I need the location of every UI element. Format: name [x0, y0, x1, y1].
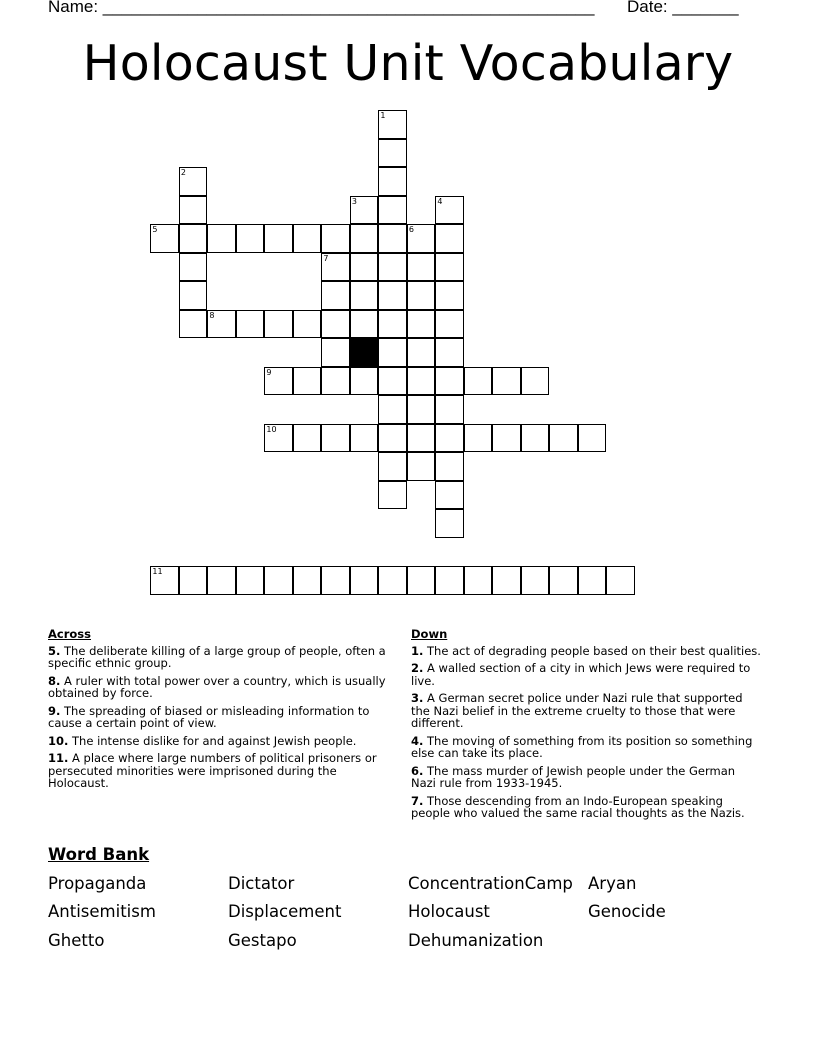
crossword-cell[interactable]	[207, 566, 236, 595]
word-bank-item: Dehumanization	[408, 931, 544, 950]
crossword-cell[interactable]	[293, 367, 322, 396]
crossword-cell[interactable]	[236, 310, 265, 339]
clue-down-6: 6. The mass murder of Jewish people under the German Nazi rule from 1933-1945.	[411, 763, 736, 790]
crossword-cell[interactable]	[435, 509, 464, 538]
crossword-cell[interactable]	[549, 424, 578, 453]
crossword-cell[interactable]	[378, 167, 407, 196]
crossword-cell[interactable]	[407, 367, 436, 396]
crossword-cell[interactable]	[378, 395, 407, 424]
date-field[interactable]: Date: _______	[627, 0, 739, 16]
crossword-cell[interactable]	[407, 566, 436, 595]
crossword-cell[interactable]	[378, 424, 407, 453]
word-bank-item: ConcentrationCamp	[408, 874, 573, 893]
crossword-cell[interactable]	[378, 338, 407, 367]
crossword-cell[interactable]	[378, 566, 407, 595]
crossword-cell[interactable]	[179, 253, 208, 282]
crossword-cell[interactable]	[207, 310, 236, 339]
crossword-cell[interactable]	[293, 566, 322, 595]
clue-number: 11	[152, 567, 163, 576]
crossword-cell[interactable]	[464, 566, 493, 595]
crossword-cell[interactable]	[293, 310, 322, 339]
crossword-cell[interactable]	[435, 281, 464, 310]
clue-number: 8	[209, 310, 215, 320]
crossword-cell[interactable]	[378, 481, 407, 510]
crossword-cell[interactable]	[464, 424, 493, 453]
crossword-cell[interactable]	[321, 310, 350, 339]
crossword-cell[interactable]	[435, 367, 464, 396]
name-field[interactable]: Name: ____________________________________________________	[48, 0, 595, 16]
crossword-cell[interactable]	[378, 310, 407, 339]
down-heading: Down	[411, 627, 448, 641]
word-bank-item: Antisemitism	[48, 902, 156, 921]
crossword-cell[interactable]	[435, 224, 464, 253]
name-date-line	[48, 0, 748, 19]
word-bank-item: Propaganda	[48, 874, 147, 893]
clue-down-2: 2. A walled section of a city in which Jews were required to live.	[411, 661, 751, 688]
word-bank-item: Aryan	[588, 874, 637, 893]
clue-down-1: 1. The act of degrading people based on their best qualities.	[411, 643, 761, 658]
clue-across-5: 5. The deliberate killing of a large group of people, often a specific ethnic group.	[48, 643, 386, 670]
crossword-cell[interactable]	[350, 566, 379, 595]
crossword-cell[interactable]	[435, 395, 464, 424]
crossword-cell[interactable]	[236, 224, 265, 253]
crossword-cell[interactable]	[407, 310, 436, 339]
crossword-cell[interactable]	[435, 452, 464, 481]
clue-number: 1	[380, 111, 386, 120]
crossword-cell[interactable]	[378, 139, 407, 168]
word-bank-item: Gestapo	[228, 931, 297, 950]
crossword-cell[interactable]	[264, 224, 293, 253]
clue-number: 9	[266, 367, 272, 377]
clue-down-4: 4. The moving of something from its position so something else can take its place.	[411, 733, 753, 760]
crossword-cell[interactable]	[350, 424, 379, 453]
crossword-cell[interactable]	[378, 367, 407, 396]
crossword-cell[interactable]	[549, 566, 578, 595]
crossword-cell[interactable]	[435, 253, 464, 282]
crossword-cell[interactable]	[207, 224, 236, 253]
crossword-cell[interactable]	[407, 224, 436, 253]
crossword-cell[interactable]	[150, 224, 179, 253]
crossword-cell[interactable]	[521, 424, 550, 453]
crossword-cell[interactable]	[435, 424, 464, 453]
crossword-cell[interactable]	[321, 566, 350, 595]
across-heading: Across	[48, 627, 91, 641]
crossword-cell[interactable]	[435, 566, 464, 595]
crossword-cell[interactable]	[321, 367, 350, 396]
crossword-cell[interactable]	[321, 338, 350, 367]
crossword-cell[interactable]	[378, 110, 407, 139]
crossword-cell[interactable]	[264, 424, 293, 453]
crossword-cell[interactable]	[435, 196, 464, 225]
crossword-cell[interactable]	[179, 310, 208, 339]
crossword-cell[interactable]	[492, 424, 521, 453]
crossword-cell[interactable]	[350, 367, 379, 396]
crossword-cell[interactable]	[378, 196, 407, 225]
crossword-cell[interactable]	[264, 310, 293, 339]
crossword-cell[interactable]	[350, 281, 379, 310]
clue-number: 4	[437, 196, 443, 206]
word-bank-item: Displacement	[228, 902, 342, 921]
crossword-cell[interactable]	[179, 224, 208, 253]
crossword-cell[interactable]	[492, 566, 521, 595]
crossword-cell[interactable]	[350, 310, 379, 339]
crossword-cell[interactable]	[378, 253, 407, 282]
crossword-cell[interactable]	[236, 566, 265, 595]
crossword-cell[interactable]	[350, 196, 379, 225]
crossword-cell[interactable]	[321, 281, 350, 310]
crossword-cell[interactable]	[378, 281, 407, 310]
clue-across-9: 9. The spreading of biased or misleading information to cause a certain point of view.	[48, 703, 370, 730]
crossword-cell[interactable]	[492, 367, 521, 396]
crossword-cell[interactable]	[179, 196, 208, 225]
crossword-cell[interactable]	[293, 224, 322, 253]
crossword-cell[interactable]	[407, 424, 436, 453]
word-bank-title: Word Bank	[48, 845, 150, 864]
crossword-cell[interactable]	[179, 281, 208, 310]
crossword-cell[interactable]	[578, 424, 607, 453]
crossword-cell[interactable]	[350, 224, 379, 253]
crossword-cell[interactable]	[606, 566, 635, 595]
clue-number: 6	[408, 225, 414, 234]
crossword-cell[interactable]	[435, 481, 464, 510]
crossword-cell[interactable]	[435, 310, 464, 339]
crossword-block	[350, 338, 379, 367]
crossword-cell[interactable]	[407, 281, 436, 310]
crossword-cell[interactable]	[350, 253, 379, 282]
crossword-cell[interactable]	[521, 367, 550, 396]
crossword-cell[interactable]	[179, 167, 208, 196]
crossword-cell[interactable]	[407, 338, 436, 367]
clue-number: 7	[323, 253, 329, 263]
crossword-cell[interactable]	[407, 395, 436, 424]
clue-number: 3	[351, 196, 357, 206]
word-bank-item: Holocaust	[408, 902, 490, 921]
down-clues	[411, 628, 761, 825]
crossword-cell[interactable]	[521, 566, 550, 595]
crossword-cell[interactable]	[378, 452, 407, 481]
crossword-cell[interactable]	[578, 566, 607, 595]
crossword-cell[interactable]	[435, 338, 464, 367]
crossword-cell[interactable]	[150, 566, 179, 595]
clue-across-8: 8. A ruler with total power over a country, which is usually obtained by force.	[48, 673, 386, 700]
crossword-cell[interactable]	[264, 367, 293, 396]
page-title: Holocaust Unit Vocabulary	[82, 35, 734, 92]
crossword-cell[interactable]	[407, 452, 436, 481]
crossword-cell[interactable]	[321, 224, 350, 253]
word-bank-item: Ghetto	[48, 931, 105, 950]
word-bank-item: Genocide	[588, 902, 666, 921]
crossword-cell[interactable]	[179, 566, 208, 595]
clue-across-11: 11. A place where large numbers of political prisoners or persecuted minorities were imprisoned during the Holocaust.	[48, 751, 377, 790]
clue-down-7: 7. Those descending from an Indo-European speaking people who valued the same racial thoughts as the Nazis.	[411, 793, 745, 820]
crossword-cell[interactable]	[264, 566, 293, 595]
crossword-cell[interactable]	[407, 253, 436, 282]
crossword-cell[interactable]	[378, 224, 407, 253]
clue-across-10: 10. The intense dislike for and against Jewish people.	[48, 733, 357, 748]
clue-down-3: 3. A German secret police under Nazi rule that supported the Nazi belief in the extreme cruelty to those that were different.	[411, 691, 743, 730]
clue-number: 2	[180, 168, 186, 177]
crossword-cell[interactable]	[321, 424, 350, 453]
clue-number: 10	[266, 424, 277, 434]
crossword-cell[interactable]	[293, 424, 322, 453]
word-bank-item: Dictator	[228, 874, 295, 893]
clue-number: 5	[152, 225, 158, 234]
crossword-cell[interactable]	[464, 367, 493, 396]
across-clues	[48, 628, 393, 795]
crossword-cell[interactable]	[321, 253, 350, 282]
